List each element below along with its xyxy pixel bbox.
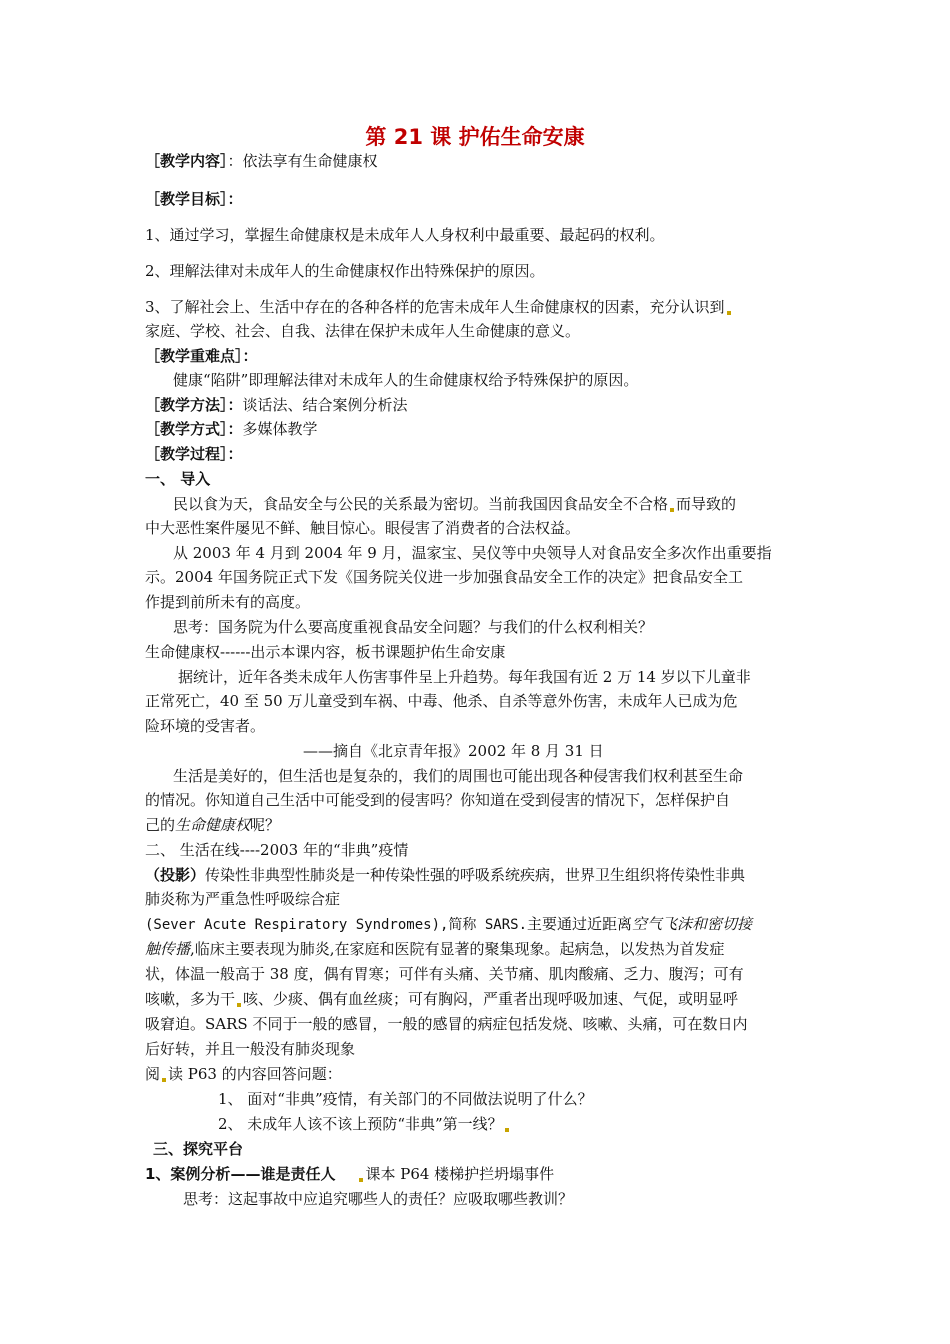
s2-question-1: 1、 面对“非典”疫情，有关部门的不同做法说明了什么？: [218, 1090, 593, 1108]
mode-line: ［教学方式］：多媒体教学: [145, 420, 318, 438]
s1-p3-line1: 据统计，近年各类未成年人伤害事件呈上升趋势。每年我国有近 2 万 14 岁以下儿童非: [178, 668, 751, 686]
s2-p5-line: 吸窘迫。SARS 不同于一般的感冒，一般的感冒的病症包括发烧、咳嗽、头痛，可在数日内: [145, 1015, 748, 1033]
s1-p2-line1: 从 2003 年 4 月到 2004 年 9 月，温家宝、吴仪等中央领导人对食品安全多次作出重要指: [173, 544, 772, 562]
s2-p4-line: 咳嗽，多为干 咳、少痰、偶有血丝痰；可有胸闷，严重者出现呼吸加速、气促，或明显呼: [145, 990, 739, 1008]
key-label: ［教学重难点］：: [145, 347, 258, 365]
s2-read-line: 阅 读 P63 的内容回答问题：: [145, 1065, 342, 1083]
s2-english-line: (Sever Acute Respiratory Syndromes),简称 SARS.主要通过近距离空气飞沫和密切接: [145, 915, 753, 933]
goal-2: 2、理解法律对未成年人的生命健康权作出特殊保护的原因。: [145, 262, 545, 280]
mark-dot: [359, 1178, 363, 1182]
teaching-content-text: 依法享有生命健康权: [242, 152, 378, 170]
mark-dot: [162, 1078, 166, 1082]
section-2-heading: 二、 生活在线----2003 年的“非典”疫情: [145, 841, 409, 859]
s1-p2-line3: 作提到前所未有的高度。: [145, 593, 311, 611]
teaching-content-label: ［教学内容］: [145, 152, 228, 170]
key-text: 健康“陷阱”即理解法律对未成年人的生命健康权给予特殊保护的原因。: [173, 371, 639, 389]
s1-question: 思考：国务院为什么要高度重视食品安全问题？与我们的什么权利相关？: [173, 618, 654, 636]
s1-right-line: 生命健康权------出示本课内容，板书课题护佑生命安康: [145, 643, 506, 661]
page-title: 第 21 课 护佑生命安康: [365, 125, 585, 149]
s2-p2-line: 触传播,临床主要表现为肺炎,在家庭和医院有显著的聚集现象。起病急，以发热为首发症: [145, 940, 725, 958]
mark-dot: [505, 1128, 509, 1132]
s1-p3-line2: 正常死亡，40 至 50 万儿童受到车祸、中毒、他杀、自杀等意外伤害，未成年人已成为危: [145, 692, 738, 710]
s1-p1-line2: 中大恶性案件屡见不鲜、触目惊心。眼侵害了消费者的合法权益。: [145, 519, 581, 537]
s1-p4-line1: 生活是美好的，但生活也是复杂的，我们的周围也可能出现各种侵害我们权利甚至生命: [173, 767, 744, 785]
s3-case-line: 1、案例分析——谁是责任人 课本 P64 楼梯护拦坍塌事件: [145, 1165, 555, 1183]
mark-dot: [670, 508, 674, 512]
section-1-heading: 一、 导入: [145, 470, 211, 488]
process-label: ［教学过程］：: [145, 445, 243, 463]
method-line: ［教学方法］：谈话法、结合案例分析法: [145, 396, 408, 414]
s2-p6-line: 后好转，并且一般没有肺炎现象: [145, 1040, 356, 1058]
s1-p4-line3: 己的生命健康权呢？: [145, 816, 281, 834]
s2-p1-line2: 肺炎称为严重急性呼吸综合症: [145, 890, 341, 908]
s1-p3-line3: 险环境的受害者。: [145, 717, 266, 735]
mark-dot: [727, 311, 731, 315]
section-3-heading: 三、探究平台: [153, 1140, 244, 1158]
s1-p1-line1: 民以食为天，食品安全与公民的关系最为密切。当前我国因食品安全不合格 而导致的: [173, 495, 737, 513]
goal-3-line1: 3、了解社会上、生活中存在的各种各样的危害未成年人生命健康权的因素，充分认识到: [145, 296, 815, 318]
goal-3-line2: 家庭、学校、社会、自我、法律在保护未成年人生命健康的意义。: [145, 322, 581, 340]
goals-label: ［教学目标］：: [145, 190, 243, 208]
s2-question-2: 2、 未成年人该不该上预防“非典”第一线？: [145, 1113, 888, 1135]
s3-question: 思考：这起事故中应追究哪些人的责任？应吸取哪些教训？: [183, 1190, 574, 1208]
mark-dot: [237, 1003, 241, 1007]
s1-p4-line2: 的情况。你知道自己生活中可能受到的侵害吗？你知道在受到侵害的情况下，怎样保护自: [145, 791, 731, 809]
s1-p2-line2: 示。2004 年国务院正式下发《国务院关仪进一步加强食品安全工作的决定》把食品安全工: [145, 568, 743, 586]
goal-1: 1、通过学习，掌握生命健康权是未成年人人身权利中最重要、最起码的权利。: [145, 226, 665, 244]
teaching-content: ［教学内容］：依法享有生命健康权: [145, 152, 378, 170]
s2-p3-line: 状，体温一般高于 38 度，偶有胃寒；可伴有头痛、关节痛、肌肉酸痛、乏力、腹泻；可有: [145, 965, 744, 983]
s1-source: ——摘自《北京青年报》2002 年 8 月 31 日: [303, 742, 604, 760]
s2-p1-line1: （投影）传染性非典型性肺炎是一种传染性强的呼吸系统疾病，世界卫生组织将传染性非典: [145, 866, 746, 884]
